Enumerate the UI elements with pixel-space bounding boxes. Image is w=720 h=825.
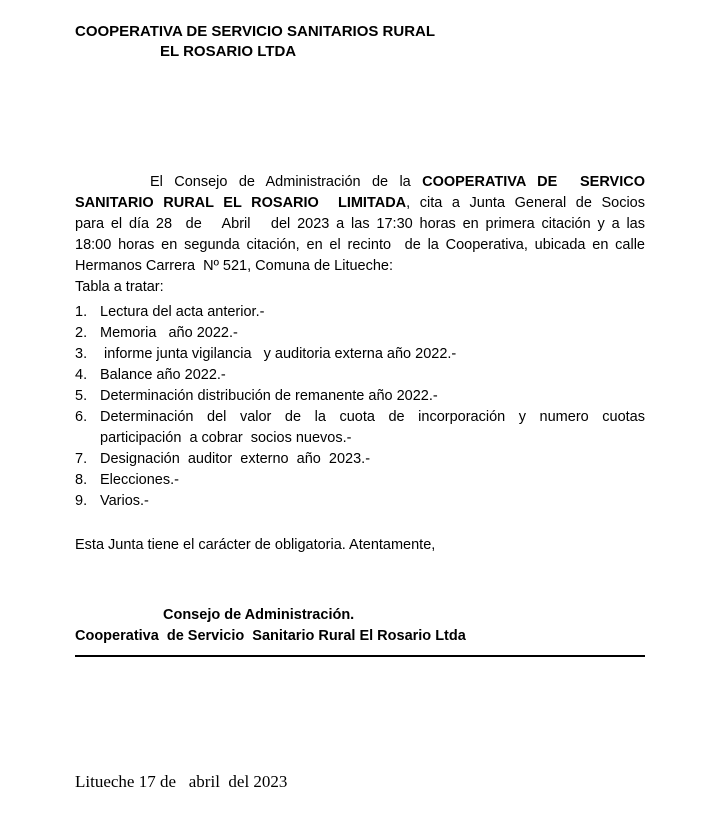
list-item bbox=[75, 365, 645, 386]
list-item-number: 7. bbox=[75, 451, 88, 467]
list-item-text: participación a cobrar socios nuevos.- bbox=[100, 430, 352, 446]
list-item-number: 2. bbox=[75, 325, 88, 341]
list-item-number: 3. bbox=[75, 346, 88, 362]
list-item-text: Elecciones.- bbox=[100, 472, 179, 488]
list-item-text: Balance año 2022.- bbox=[100, 367, 226, 383]
header-title-line1: COOPERATIVA DE SERVICIO SANITARIOS RURAL bbox=[75, 23, 436, 40]
agenda-heading: Tabla a tratar: bbox=[75, 279, 164, 295]
list-item-number: 8. bbox=[75, 472, 88, 488]
notice-paragraph bbox=[75, 172, 645, 298]
list-item bbox=[75, 302, 645, 323]
list-item-number: 4. bbox=[75, 367, 88, 383]
notice-line: 18:00 horas en segunda citación, en el recinto de la Cooperativa, ubicada en calle bbox=[75, 237, 645, 253]
list-item-text: Determinación distribución de remanente año 2022.- bbox=[100, 388, 438, 404]
notice-line: para el día 28 de Abril del 2023 a las 17:30 horas en primera citación y a las bbox=[75, 216, 645, 232]
list-item bbox=[75, 491, 645, 512]
signature-line2: Cooperativa de Servicio Sanitario Rural El Rosario Ltda bbox=[75, 628, 466, 644]
header-title-line2: EL ROSARIO LTDA bbox=[160, 43, 297, 60]
list-item-text: Lectura del acta anterior.- bbox=[100, 304, 265, 320]
divider-line bbox=[75, 655, 645, 657]
list-item-text: Varios.- bbox=[100, 493, 149, 509]
list-item bbox=[75, 407, 645, 449]
list-item bbox=[75, 470, 645, 491]
list-item-number: 1. bbox=[75, 304, 88, 320]
list-item bbox=[75, 386, 645, 407]
footer-date: Litueche 17 de abril del 2023 bbox=[75, 772, 288, 791]
list-item-number: 6. bbox=[75, 409, 88, 425]
agenda-list bbox=[75, 302, 645, 512]
closing-text: Esta Junta tiene el carácter de obligatoria. Atentamente, bbox=[75, 537, 436, 553]
list-item-text: informe junta vigilancia y auditoria externa año 2022.- bbox=[100, 346, 457, 362]
list-item-text: Designación auditor externo año 2023.- bbox=[100, 451, 371, 467]
list-item bbox=[75, 344, 645, 365]
list-item-number: 9. bbox=[75, 493, 88, 509]
list-item-text: Memoria año 2022.- bbox=[100, 325, 238, 341]
list-item bbox=[75, 449, 645, 470]
notice-line: Hermanos Carrera Nº 521, Comuna de Litueche: bbox=[75, 258, 394, 274]
list-item-text: Determinación del valor de la cuota de incorporación y numero cuotas bbox=[100, 409, 645, 425]
list-item bbox=[75, 323, 645, 344]
notice-line: El Consejo de Administración de la COOPERATIVA DE SERVICO bbox=[150, 174, 645, 190]
notice-line: SANITARIO RURAL EL ROSARIO LIMITADA, cita a Junta General de Socios bbox=[75, 195, 645, 211]
list-item-number: 5. bbox=[75, 388, 88, 404]
signature-line1: Consejo de Administración. bbox=[163, 607, 355, 623]
